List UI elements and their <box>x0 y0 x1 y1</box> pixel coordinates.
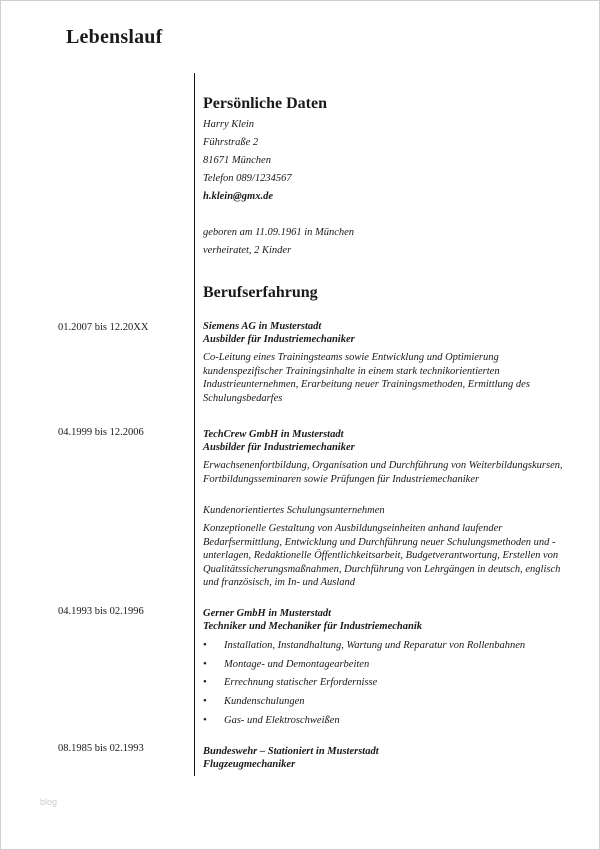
entry-company-name: TechCrew GmbH in Musterstadt <box>203 429 344 440</box>
personal-birth: geboren am 11.09.1961 in München <box>203 227 355 238</box>
bullet-icon: • <box>203 713 207 726</box>
personal-street: Führstraße 2 <box>203 137 259 148</box>
personal-family: verheiratet, 2 Kinder <box>203 245 292 256</box>
bullet-icon: • <box>203 657 207 670</box>
personal-email: h.klein@gmx.de <box>203 191 273 202</box>
entry-company-name: Gerner GmbH in Musterstadt <box>203 608 332 619</box>
list-item: • Gas- und Elektroschweißen <box>203 713 340 726</box>
watermark: blog <box>40 797 58 807</box>
entry-role: Ausbilder für Industriemechaniker <box>203 442 355 453</box>
bullet-icon: • <box>203 695 207 708</box>
entry-company <box>203 320 583 346</box>
divider-line <box>194 73 195 776</box>
entry-company-name: Bundeswehr – Stationiert in Musterstadt <box>203 746 379 757</box>
entry-date: 04.1999 bis 12.2006 <box>58 427 144 438</box>
list-item: • Montage- und Demontagearbeiten <box>203 657 370 670</box>
entry-role: Techniker und Mechaniker für Industriemechanik <box>203 621 422 632</box>
entry-role: Flugzeugmechaniker <box>203 759 296 770</box>
list-item: • Kundenschulungen <box>203 695 305 708</box>
entry-date: 04.1993 bis 02.1996 <box>58 606 144 617</box>
section-heading-experience: Berufserfahrung <box>203 284 318 301</box>
personal-phone: Telefon 089/1234567 <box>203 173 292 184</box>
page-title: Lebenslauf <box>66 26 163 48</box>
list-item: • Installation, Instandhaltung, Wartung und Reparatur von Rollenbahnen <box>203 639 526 651</box>
entry-company <box>203 745 583 771</box>
personal-city: 81671 München <box>203 155 271 166</box>
entry-role: Ausbilder für Industriemechaniker <box>203 334 355 345</box>
task-list <box>203 639 573 732</box>
entry-description: Kundenorientiertes Schulungsunternehmen <box>203 505 385 516</box>
bullet-icon: • <box>203 676 207 689</box>
entry-date: 08.1985 bis 02.1993 <box>58 743 144 754</box>
personal-name: Harry Klein <box>203 119 255 130</box>
section-heading-personal: Persönliche Daten <box>203 95 327 112</box>
entry-company <box>203 607 583 633</box>
entry-company <box>203 428 583 454</box>
entry-date: 01.2007 bis 12.20XX <box>58 322 149 333</box>
bullet-icon: • <box>203 639 207 651</box>
entry-description: Erwachsenenfortbildung, Organisation und Durchführung von Weiterbildungskursen, Fortbildungsseminaren sowie Prüfungen für Industriemechaniker <box>203 460 563 485</box>
entry-description: Konzeptionelle Gestaltung von Ausbildungseinheiten anhand laufender Bedarfsermittlung, Entwicklung und Durchführung neuer Schulungsmethoden und -unterlagen, Redaktionelle Öffentlichkeitsarbeit, Budgetverantwortung, Erstellen von Qualitätssicherungsmaßnahmen, Durchführung von Lehrgängen in deutsch, englisch und französisch, im In- und Ausland <box>203 523 561 588</box>
list-item: • Errechnung statischer Erfordernisse <box>203 676 378 689</box>
entry-company-name: Siemens AG in Musterstadt <box>203 321 322 332</box>
entry-description: Co-Leitung eines Trainingsteams sowie Entwicklung und Optimierung kundenspezifischer Trainingsinhalte in einem stark technikorientierten Industrieunternehmen, Erarbeitung neuer Trainingsmethoden, Ermittlung des Schulungsbedarfes <box>203 352 530 404</box>
